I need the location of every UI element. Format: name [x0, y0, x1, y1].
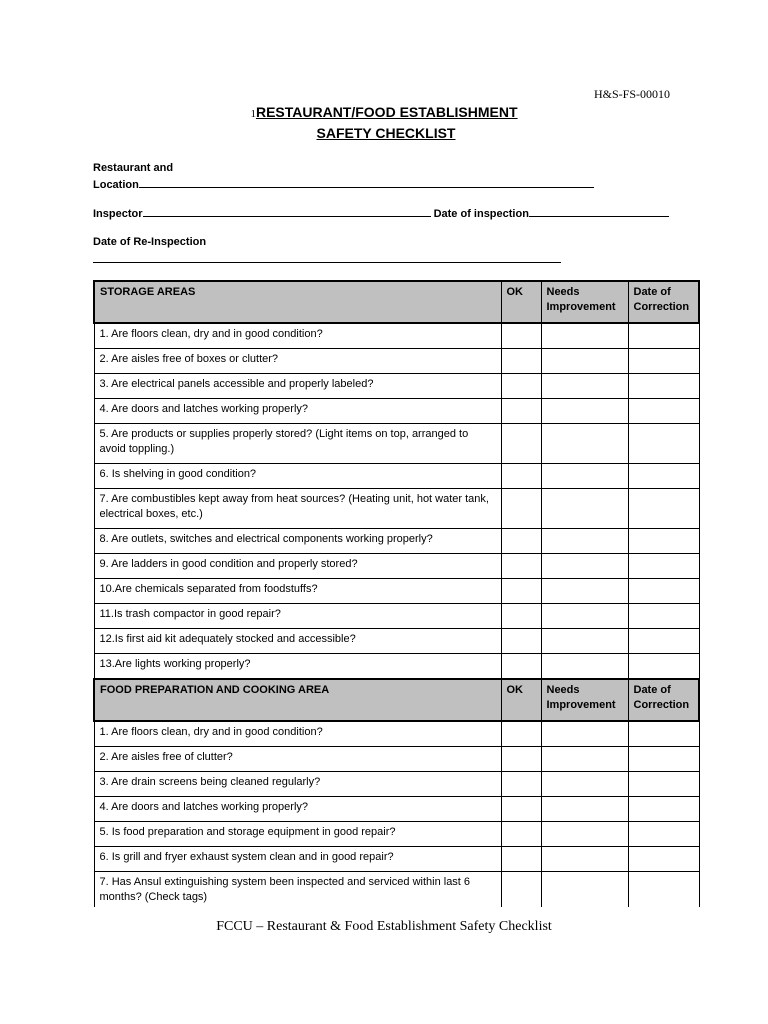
needs-improvement-cell[interactable] — [541, 349, 628, 374]
page-title-text-2: SAFETY CHECKLIST — [316, 125, 456, 141]
checklist-question: 2. Are aisles free of boxes or clutter? — [94, 349, 501, 374]
checklist-question: 4. Are doors and latches working properly? — [94, 797, 501, 822]
checklist-row — [94, 872, 699, 912]
needs-improvement-cell[interactable] — [541, 721, 628, 747]
checklist-row — [94, 847, 699, 872]
checklist-row — [94, 349, 699, 374]
restaurant-location-line[interactable] — [139, 177, 594, 188]
date-of-correction-cell[interactable] — [628, 374, 699, 399]
ok-cell[interactable] — [501, 399, 541, 424]
needs-improvement-cell[interactable] — [541, 797, 628, 822]
needs-improvement-cell[interactable] — [541, 654, 628, 680]
needs-improvement-cell[interactable] — [541, 847, 628, 872]
ok-cell[interactable] — [501, 847, 541, 872]
needs-improvement-cell[interactable] — [541, 579, 628, 604]
page-title-text-1: RESTAURANT/FOOD ESTABLISHMENT — [255, 104, 518, 120]
column-needs-improvement-header — [541, 679, 628, 721]
column-ok-header: OK — [501, 679, 541, 721]
column-ok-header: OK — [501, 281, 541, 323]
needs-label: Needs — [546, 286, 580, 298]
safety-checklist-table — [93, 280, 700, 912]
column-date-correction-header — [628, 679, 699, 721]
checklist-question: 5. Is food preparation and storage equipment in good repair? — [94, 822, 501, 847]
restaurant-location-field[interactable] — [93, 177, 594, 191]
checklist-row — [94, 374, 699, 399]
needs-improvement-cell[interactable] — [541, 554, 628, 579]
date-of-correction-cell[interactable] — [628, 604, 699, 629]
date-of-correction-cell[interactable] — [628, 721, 699, 747]
ok-cell[interactable] — [501, 772, 541, 797]
checklist-row — [94, 464, 699, 489]
column-needs-improvement-header — [541, 281, 628, 323]
checklist-question: 1. Are floors clean, dry and in good condition? — [94, 323, 501, 349]
correction-label: Correction — [633, 301, 690, 313]
checklist-body — [94, 281, 699, 912]
date-inspection-line[interactable] — [529, 206, 669, 217]
checklist-row — [94, 424, 699, 464]
ok-cell[interactable] — [501, 654, 541, 680]
ok-cell[interactable] — [501, 529, 541, 554]
date-of-correction-cell[interactable] — [628, 554, 699, 579]
checklist-row — [94, 822, 699, 847]
ok-cell[interactable] — [501, 554, 541, 579]
ok-cell[interactable] — [501, 323, 541, 349]
checklist-row — [94, 797, 699, 822]
correction-label: Correction — [633, 699, 690, 711]
ok-cell[interactable] — [501, 489, 541, 529]
ok-cell[interactable] — [501, 604, 541, 629]
date-of-correction-cell[interactable] — [628, 529, 699, 554]
date-of-correction-cell[interactable] — [628, 323, 699, 349]
needs-improvement-cell[interactable] — [541, 629, 628, 654]
checklist-row — [94, 323, 699, 349]
page-title-line2 — [2, 125, 768, 141]
checklist-question: 13.Are lights working properly? — [94, 654, 501, 680]
improvement-label: Improvement — [546, 699, 616, 711]
date-of-correction-cell[interactable] — [628, 349, 699, 374]
needs-improvement-cell[interactable] — [541, 374, 628, 399]
checklist-row — [94, 489, 699, 529]
checklist-row — [94, 747, 699, 772]
checklist-question: 7. Has Ansul extinguishing system been inspected and serviced within last 6 months? (Check tags) — [94, 872, 501, 912]
date-of-label: Date of — [633, 684, 671, 696]
document-id: H&S-FS-00010 — [594, 87, 671, 101]
checklist-row — [94, 721, 699, 747]
section-header-row — [94, 281, 699, 323]
needs-improvement-cell[interactable] — [541, 604, 628, 629]
date-inspection-label: Date of inspection — [433, 208, 529, 220]
needs-improvement-cell[interactable] — [541, 872, 628, 912]
ok-cell[interactable] — [501, 579, 541, 604]
checklist-question: 8. Are outlets, switches and electrical components working properly? — [94, 529, 501, 554]
checklist-question: 9. Are ladders in good condition and properly stored? — [94, 554, 501, 579]
checklist-row — [94, 554, 699, 579]
reinspection-line[interactable] — [93, 252, 561, 263]
needs-improvement-cell[interactable] — [541, 399, 628, 424]
date-of-correction-cell[interactable] — [628, 489, 699, 529]
date-of-correction-cell[interactable] — [628, 654, 699, 680]
needs-improvement-cell[interactable] — [541, 822, 628, 847]
ok-cell[interactable] — [501, 629, 541, 654]
ok-cell[interactable] — [501, 374, 541, 399]
page-footer: FCCU – Restaurant & Food Establishment Safety Checklist — [216, 919, 552, 934]
checklist-question: 6. Is shelving in good condition? — [94, 464, 501, 489]
checklist-question: 1. Are floors clean, dry and in good condition? — [94, 721, 501, 747]
reinspection-label: Date of Re-Inspection — [93, 236, 207, 248]
ok-cell[interactable] — [501, 349, 541, 374]
checklist-row — [94, 579, 699, 604]
needs-improvement-cell[interactable] — [541, 464, 628, 489]
checklist-question: 3. Are drain screens being cleaned regularly? — [94, 772, 501, 797]
ok-cell[interactable] — [501, 872, 541, 912]
date-of-correction-cell[interactable] — [628, 797, 699, 822]
date-of-correction-cell[interactable] — [628, 772, 699, 797]
section-title: FOOD PREPARATION AND COOKING AREA — [94, 679, 501, 721]
date-of-correction-cell[interactable] — [628, 822, 699, 847]
date-of-label: Date of — [633, 286, 671, 298]
ok-cell[interactable] — [501, 424, 541, 464]
checklist-row — [94, 399, 699, 424]
needs-improvement-cell[interactable] — [541, 772, 628, 797]
date-of-correction-cell[interactable] — [628, 872, 699, 912]
improvement-label: Improvement — [546, 301, 616, 313]
page-break-cover — [0, 907, 768, 917]
date-of-correction-cell[interactable] — [628, 464, 699, 489]
restaurant-label-2: Location — [93, 179, 139, 191]
reinspection-field[interactable] — [93, 252, 561, 266]
checklist-row — [94, 604, 699, 629]
checklist-row — [94, 629, 699, 654]
needs-improvement-cell[interactable] — [541, 529, 628, 554]
checklist-row — [94, 772, 699, 797]
checklist-question: 5. Are products or supplies properly stored? (Light items on top, arranged to avoid toppling.) — [94, 424, 501, 464]
column-date-correction-header — [628, 281, 699, 323]
checklist-question: 4. Are doors and latches working properly? — [94, 399, 501, 424]
footnote-mark: 1 — [250, 108, 256, 120]
needs-improvement-cell[interactable] — [541, 489, 628, 529]
section-header-row — [94, 679, 699, 721]
checklist-question: 10.Are chemicals separated from foodstuffs? — [94, 579, 501, 604]
inspector-field[interactable] — [93, 206, 669, 220]
ok-cell[interactable] — [501, 721, 541, 747]
section-title: STORAGE AREAS — [94, 281, 501, 323]
needs-improvement-cell[interactable] — [541, 323, 628, 349]
checklist-row — [94, 529, 699, 554]
checklist-question: 6. Is grill and fryer exhaust system clean and in good repair? — [94, 847, 501, 872]
needs-improvement-cell[interactable] — [541, 424, 628, 464]
date-of-correction-cell[interactable] — [628, 629, 699, 654]
restaurant-label-1: Restaurant and — [93, 162, 174, 174]
checklist-question: 7. Are combustibles kept away from heat sources? (Heating unit, hot water tank, electrical boxes, etc.) — [94, 489, 501, 529]
needs-label: Needs — [546, 684, 580, 696]
date-of-correction-cell[interactable] — [628, 399, 699, 424]
checklist-row — [94, 654, 699, 680]
inspector-label: Inspector — [93, 208, 143, 220]
checklist-question: 3. Are electrical panels accessible and properly labeled? — [94, 374, 501, 399]
inspector-line[interactable] — [143, 206, 431, 217]
page-title-line1 — [0, 104, 768, 120]
ok-cell[interactable] — [501, 822, 541, 847]
ok-cell[interactable] — [501, 747, 541, 772]
date-of-correction-cell[interactable] — [628, 579, 699, 604]
date-of-correction-cell[interactable] — [628, 847, 699, 872]
needs-improvement-cell[interactable] — [541, 747, 628, 772]
date-of-correction-cell[interactable] — [628, 424, 699, 464]
ok-cell[interactable] — [501, 464, 541, 489]
ok-cell[interactable] — [501, 797, 541, 822]
checklist-question: 2. Are aisles free of clutter? — [94, 747, 501, 772]
checklist-question: 11.Is trash compactor in good repair? — [94, 604, 501, 629]
date-of-correction-cell[interactable] — [628, 747, 699, 772]
checklist-question: 12.Is first aid kit adequately stocked and accessible? — [94, 629, 501, 654]
